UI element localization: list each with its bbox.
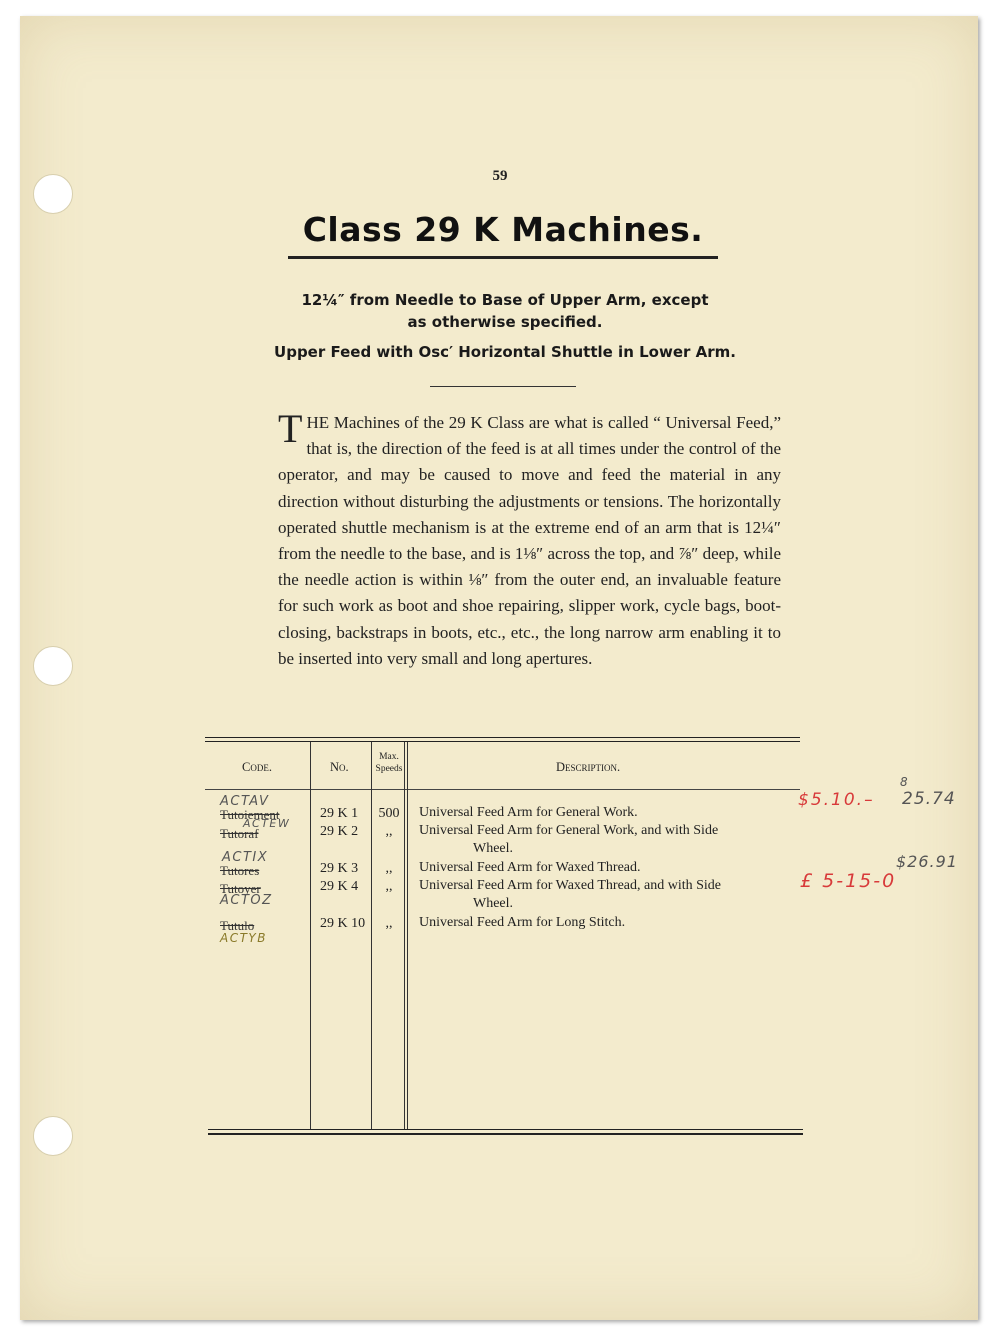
subtitle-line: as otherwise specified. — [407, 313, 603, 331]
punch-hole — [33, 1116, 73, 1156]
struck-code: Tutoyer — [220, 881, 261, 896]
machine-number: 29 K 3 — [320, 861, 359, 876]
table-rule — [208, 1129, 803, 1130]
handwritten-code: ACTAV — [220, 794, 270, 809]
table-rule — [205, 737, 800, 738]
page-title: Class 29 K Machines. — [302, 210, 704, 249]
header-speeds-line: Max. — [379, 752, 399, 762]
header-speeds — [372, 751, 406, 775]
table-header-rule — [205, 789, 800, 790]
description — [419, 877, 789, 913]
description-line: Universal Feed Arm for Waxed Thread, and with Side — [419, 878, 722, 893]
max-speed: ,, — [385, 916, 393, 931]
price-note: $5.10.– — [798, 790, 875, 810]
intro-paragraph — [278, 406, 781, 672]
column-divider — [371, 742, 372, 1129]
price-note: £ 5-15-0 — [800, 870, 897, 892]
drop-cap: T — [278, 406, 303, 451]
description: Universal Feed Arm for General Work. — [419, 805, 638, 820]
handwritten-code: ACTYB — [220, 931, 267, 945]
price-note: $26.91 — [896, 852, 958, 871]
header-speeds-line: Speeds — [375, 764, 403, 774]
column-divider — [407, 742, 408, 1129]
struck-code: Tutoraf — [220, 826, 259, 841]
max-speed: ,, — [385, 861, 393, 876]
paragraph-text: HE Machines of the 29 K Class are what is called “ Universal Feed,” that is, the direction of the feed is at all times under the control of the operator, and may be caused to move and feed the material in any direction without disturbing the adjustments or tensions. The horizontally operated shuttle mechanism is at the extreme end of an arm that is 12¼″ from the needle to the base, and is 1⅛″ across the top, and ⅞″ deep, while the needle action is within ⅛″ from the outer end, an invaluable feature for such work as boot and shoe repairing, slipper work, cycle bags, boot-closing, backstraps in boots, etc., etc., the long narrow arm enabling it to be inserted into very small and long apertures. — [278, 413, 781, 668]
machine-number: 29 K 4 — [320, 879, 359, 894]
struck-code: Tutulo — [220, 918, 255, 933]
column-divider — [404, 742, 405, 1129]
header-no: No. — [330, 760, 349, 774]
title-underline — [288, 256, 718, 259]
max-speed: 500 — [378, 806, 400, 821]
punch-hole — [33, 646, 73, 686]
price-note: 25.74 — [902, 789, 956, 809]
handwritten-code: ACTEW — [243, 817, 291, 830]
struck-code: Tutoiement — [220, 807, 280, 822]
table-rule — [205, 741, 800, 742]
header-code: Code. — [242, 760, 272, 774]
table-rule — [208, 1133, 803, 1135]
description-line: Wheel. — [473, 841, 514, 856]
description: Universal Feed Arm for Waxed Thread. — [419, 860, 641, 875]
column-divider — [310, 742, 311, 1129]
struck-code: Tutores — [220, 863, 260, 878]
handwritten-code: ACTOZ — [220, 893, 273, 908]
description: Universal Feed Arm for Long Stitch. — [419, 915, 626, 930]
page-number: 59 — [492, 168, 508, 184]
subtitle-line: 12¼″ from Needle to Base of Upper Arm, except — [301, 291, 709, 309]
machine-number: 29 K 10 — [320, 916, 366, 931]
divider — [430, 386, 576, 387]
header-description: Description. — [556, 760, 621, 774]
max-speed: ,, — [385, 824, 393, 839]
description-line: Wheel. — [473, 896, 514, 911]
max-speed: ,, — [385, 879, 393, 894]
description — [419, 822, 789, 858]
subtitle — [250, 289, 760, 333]
subtitle-feed: Upper Feed with Osc′ Horizontal Shuttle in Lower Arm. — [274, 343, 736, 361]
price-note-mark: 8 — [900, 775, 909, 789]
machine-number: 29 K 1 — [320, 806, 359, 821]
machine-number: 29 K 2 — [320, 824, 359, 839]
description-line: Universal Feed Arm for General Work, and with Side — [419, 823, 719, 838]
handwritten-code: ACTIX — [222, 850, 269, 865]
